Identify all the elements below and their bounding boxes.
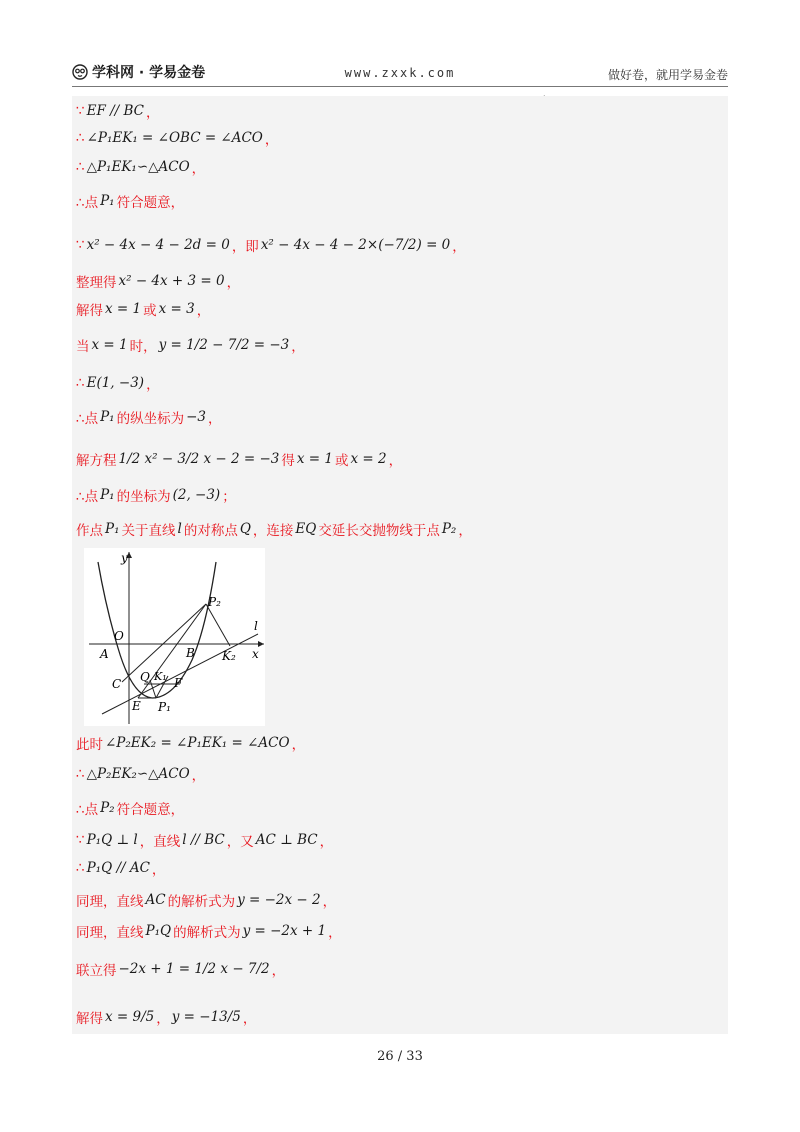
label-C: C	[112, 677, 122, 691]
label-K2: K₂	[222, 649, 236, 663]
label-F: F	[174, 676, 183, 690]
solution-line: ∴ △P₁EK₁∽△ACO ，	[76, 159, 206, 177]
solution-line: ∴点 P₁ 的坐标为 (2, −3) ；	[76, 487, 236, 505]
header-rule	[72, 86, 728, 87]
label-x: x	[252, 647, 259, 661]
logo-text: 学科网 · 学易金卷	[92, 65, 206, 81]
solution-content	[72, 96, 728, 1034]
solution-line: ∵ x² − 4x − 4 − 2d = 0 ，即 x² − 4x − 4 − 2×(−7/2) = 0 ，	[76, 237, 466, 255]
slogan: 做好卷，就用学易金卷	[607, 68, 728, 82]
solution-line: ∴ △P₂EK₂∽△ACO ，	[76, 766, 206, 784]
solution-line: 此时 ∠P₂EK₂ = ∠P₁EK₁ = ∠ACO ，	[76, 735, 306, 753]
parabola-diagram	[84, 548, 265, 726]
geometry-figure	[84, 548, 265, 726]
page-number: 26 / 33	[377, 1049, 423, 1064]
label-B: B	[186, 646, 195, 660]
solution-line: ∵ P₁Q ⊥ l ，直线 l // BC ，又 AC ⊥ BC ，	[76, 832, 334, 850]
solution-line: ∴ P₁Q // AC ，	[76, 860, 166, 878]
label-P2: P₂	[208, 595, 221, 609]
line-P2K2	[206, 604, 230, 646]
label-l: l	[254, 619, 258, 633]
x-axis-arrow	[258, 641, 264, 647]
solution-line: ∴点 P₂ 符合题意，	[76, 800, 185, 818]
label-E: E	[132, 699, 141, 713]
label-Q: Q	[140, 670, 150, 684]
solution-line: 解方程 1/2 x² − 3/2 x − 2 = −3 得 x = 1 或 x = 2 ，	[76, 451, 403, 469]
label-y: y	[121, 551, 128, 565]
solution-line: ∴ E(1, −3) ，	[76, 375, 160, 393]
solution-line: 解得 x = 1 或 x = 3 ，	[76, 301, 211, 319]
solution-line: 当 x = 1 时， y = 1/2 − 7/2 = −3 ，	[76, 337, 305, 355]
line-l	[102, 634, 258, 714]
solution-line: 联立得 −2x + 1 = 1/2 x − 7/2 ，	[76, 961, 286, 979]
solution-line: ∴点 P₁ 的纵坐标为 −3 ，	[76, 409, 222, 427]
solution-line: 同理，直线 AC 的解析式为 y = −2x − 2 ，	[76, 892, 337, 910]
solution-line: ∴点 P₁ 符合题意，	[76, 193, 185, 211]
solution-line: 解得 x = 9/5 ， y = −13/5 ，	[76, 1009, 257, 1027]
solution-line: ∵ EF // BC ，	[76, 103, 160, 121]
page-header	[72, 60, 728, 86]
label-P1: P₁	[158, 700, 171, 714]
solution-line: 整理得 x² − 4x + 3 = 0 ，	[76, 273, 241, 291]
label-A: A	[100, 647, 109, 661]
solution-line: 作点 P₁ 关于直线 l 的对称点 Q ，连接 EQ 交延长交抛物线于点 P₂ ，	[76, 521, 472, 539]
site-url: www.zxxk.com	[344, 66, 456, 80]
label-K1: K₁	[154, 670, 167, 683]
solution-line: ∴ ∠P₁EK₁ = ∠OBC = ∠ACO ，	[76, 130, 279, 148]
label-O: O	[114, 629, 124, 643]
solution-line: 同理，直线 P₁Q 的解析式为 y = −2x + 1 ，	[76, 923, 342, 941]
